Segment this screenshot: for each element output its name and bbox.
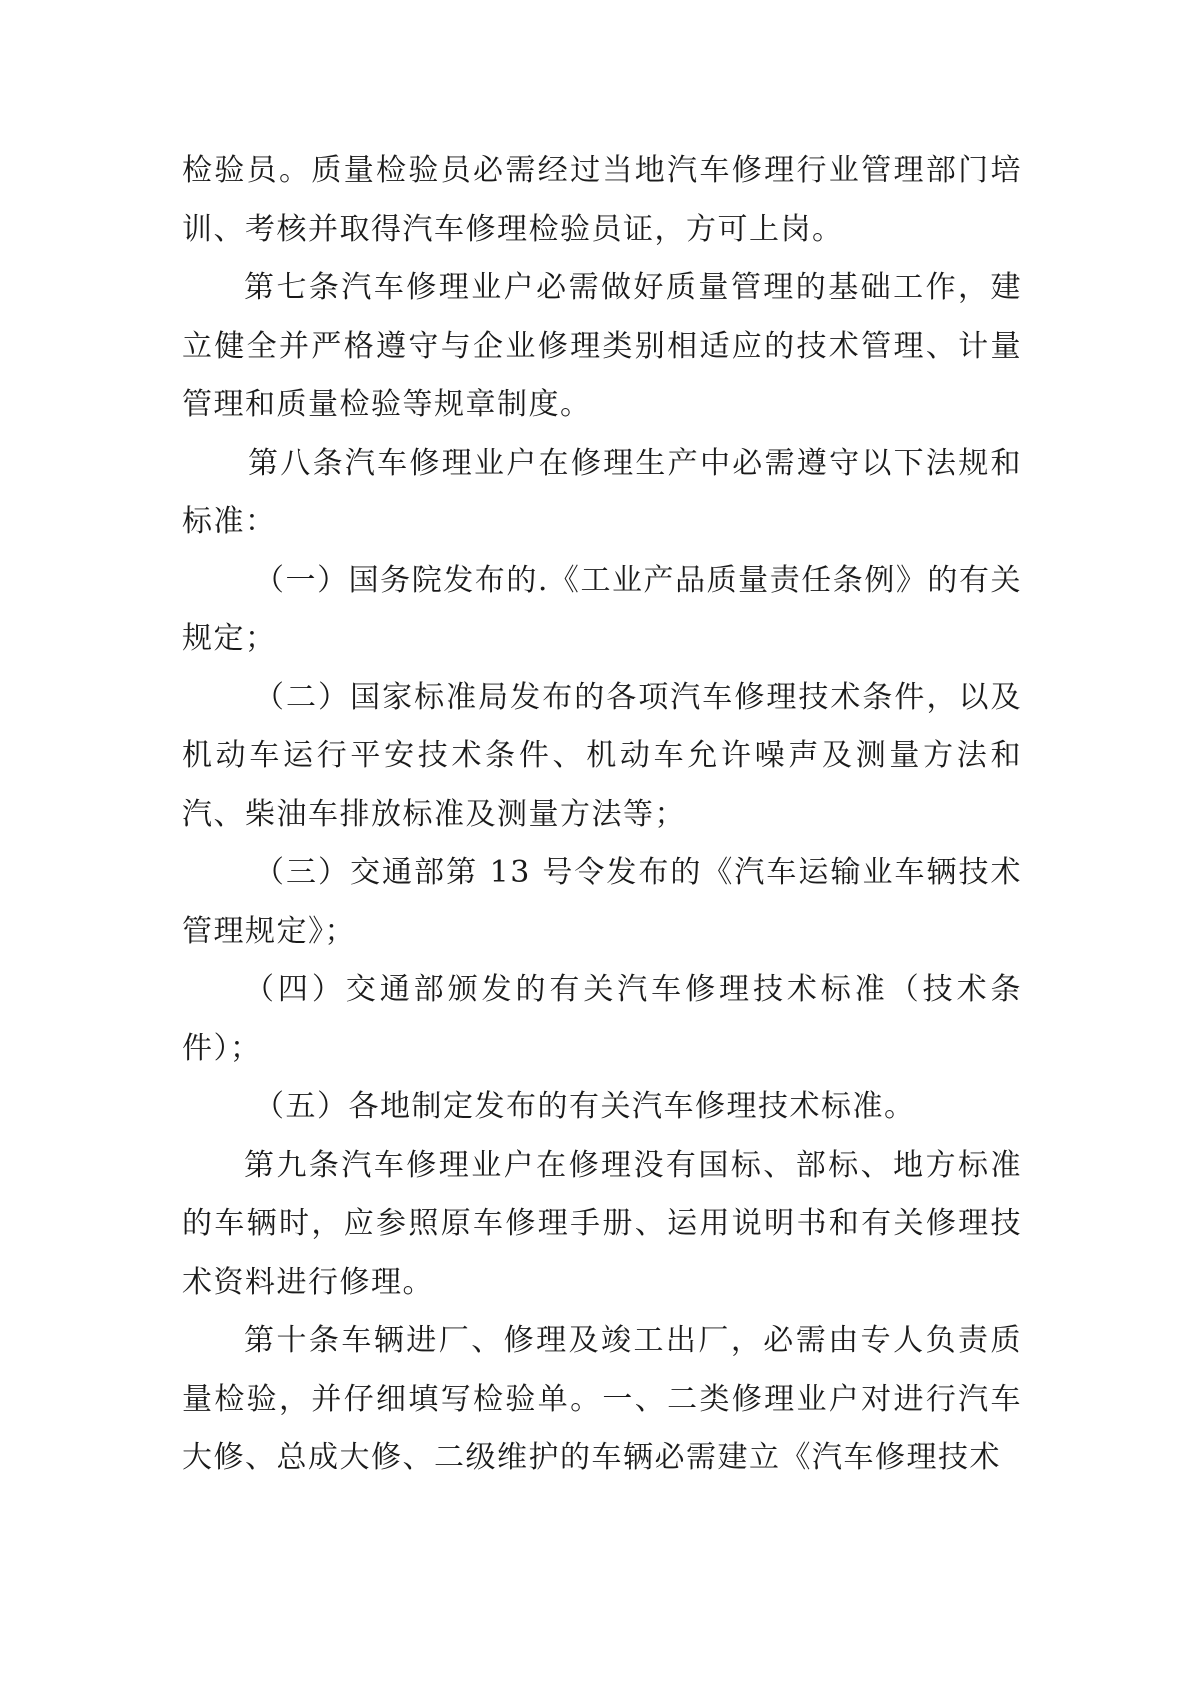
list-item-1: （一）国务院发布的.《工业产品质量责任条例》的有关规定； [182,562,1022,656]
paragraph-article-8: 第八条汽车修理业户在修理生产中必需遵守以下法规和标准： [182,445,1022,539]
list-item-3: （三）交通部第 13 号令发布的《汽车运输业车辆技术管理规定》； [182,855,1022,949]
document-body [182,142,1022,1488]
paragraph-article-10: 第十条车辆进厂、修理及竣工出厂，必需由专人负责质量检验，并仔细填写检验单。一、二类修理业户对进行汽车大修、总成大修、二级维护的车辆必需建立《汽车修理技术 [182,1323,1022,1475]
list-item-5: （五）各地制定发布的有关汽车修理技术标准。 [254,1089,916,1124]
list-item-4: （四）交通部颁发的有关汽车修理技术标准（技术条件）； [182,972,1022,1066]
paragraph-inspector-continuation: 检验员。质量检验员必需经过当地汽车修理行业管理部门培训、考核并取得汽车修理检验员证，方可上岗。 [182,153,1022,247]
paragraph-article-7: 第七条汽车修理业户必需做好质量管理的基础工作，建立健全并严格遵守与企业修理类别相适应的技术管理、计量管理和质量检验等规章制度。 [182,270,1022,422]
list-item-2: （二）国家标准局发布的各项汽车修理技术条件，以及机动车运行平安技术条件、机动车允许噪声及测量方法和汽、柴油车排放标准及测量方法等； [182,679,1022,832]
paragraph-article-9: 第九条汽车修理业户在修理没有国标、部标、地方标准的车辆时，应参照原车修理手册、运用说明书和有关修理技术资料进行修理。 [182,1147,1022,1300]
